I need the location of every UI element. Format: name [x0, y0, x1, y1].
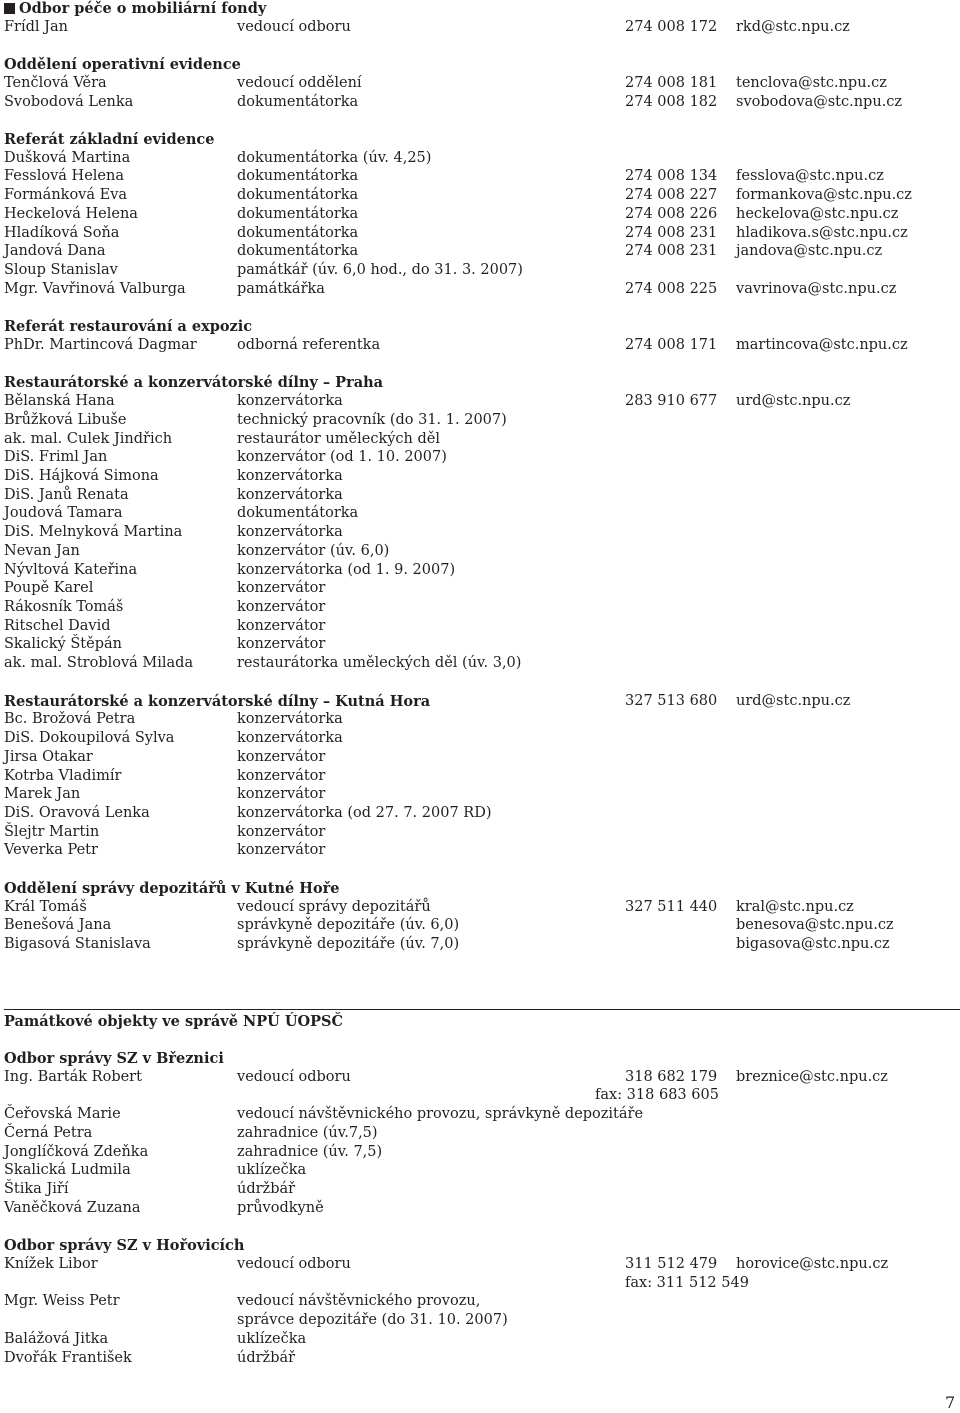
- staff-name: Jirsa Otakar: [4, 748, 93, 765]
- staff-email[interactable]: martincova@stc.npu.cz: [736, 336, 908, 353]
- staff-position: vedoucí odboru: [237, 1068, 351, 1085]
- staff-name: Knížek Libor: [4, 1255, 98, 1272]
- staff-name: Čeřovská Marie: [4, 1106, 121, 1123]
- staff-position: dokumentátorka: [237, 505, 359, 522]
- staff-row: [4, 935, 954, 954]
- staff-row: [4, 1124, 954, 1143]
- staff-position: restaurátor uměleckých děl: [237, 430, 440, 447]
- staff-phone: 274 008 225: [625, 280, 718, 297]
- staff-row: [4, 1105, 954, 1124]
- staff-position: dokumentátorka: [237, 187, 359, 204]
- staff-row: [4, 523, 954, 542]
- staff-row: [4, 1143, 954, 1162]
- staff-name: Kotrba Vladimír: [4, 767, 122, 784]
- staff-position: dokumentátorka: [237, 93, 359, 110]
- staff-email[interactable]: vavrinova@stc.npu.cz: [736, 280, 897, 297]
- staff-name: Fesslová Helena: [4, 168, 124, 185]
- staff-row: [4, 224, 954, 243]
- staff-position: údržbář: [237, 1181, 296, 1198]
- staff-row: [4, 1161, 954, 1180]
- staff-position: konzervátor: [237, 767, 326, 784]
- staff-position: konzervátor: [237, 617, 326, 634]
- staff-position: konzervátor: [237, 842, 326, 859]
- staff-position: konzervátor (od 1. 10. 2007): [237, 449, 447, 466]
- section-heading: [4, 879, 954, 898]
- staff-position: technický pracovník (do 31. 1. 2007): [237, 411, 507, 428]
- section-heading: [4, 130, 954, 149]
- section-title: Oddělení správy depozitářů v Kutné Hoře: [4, 879, 340, 897]
- staff-position: dokumentátorka (úv. 4,25): [237, 149, 432, 166]
- staff-phone: 274 008 231: [625, 243, 718, 260]
- staff-name: Marek Jan: [4, 786, 81, 803]
- staff-name: Jandová Dana: [4, 243, 106, 260]
- staff-name: DiS. Friml Jan: [4, 449, 108, 466]
- staff-row: [4, 486, 954, 505]
- staff-email[interactable]: breznice@stc.npu.cz: [736, 1068, 888, 1085]
- section-divider: [4, 1009, 960, 1010]
- staff-row: [4, 411, 954, 430]
- section-title: Oddělení operativní evidence: [4, 56, 241, 74]
- staff-row: [4, 804, 954, 823]
- staff-name: Černá Petra: [4, 1124, 93, 1141]
- section-phone: 327 513 680: [625, 692, 718, 709]
- staff-position: dokumentátorka: [237, 224, 359, 241]
- section-email[interactable]: urd@stc.npu.cz: [736, 692, 851, 709]
- section-title: Odbor správy SZ v Březnici: [4, 1050, 224, 1067]
- staff-name: Tenčlová Věra: [4, 74, 107, 91]
- part-title-text: Památkové objekty ve správě NPÚ ÚOPSČ: [4, 1013, 344, 1030]
- staff-row: [4, 504, 954, 523]
- staff-position: údržbář: [237, 1349, 296, 1366]
- square-bullet-icon: [4, 3, 15, 14]
- staff-email[interactable]: benesova@stc.npu.cz: [736, 917, 894, 934]
- staff-row: [4, 916, 954, 935]
- staff-position: konzervátor: [237, 786, 326, 803]
- staff-row: [4, 841, 954, 860]
- staff-position: konzervátor: [237, 599, 326, 616]
- staff-email[interactable]: kral@stc.npu.cz: [736, 898, 854, 915]
- staff-email[interactable]: fesslova@stc.npu.cz: [736, 168, 884, 185]
- staff-name: Hladíková Soňa: [4, 224, 120, 241]
- staff-position: konzervátorka: [237, 486, 343, 503]
- staff-position: konzervátorka: [237, 524, 343, 541]
- staff-name: PhDr. Martincová Dagmar: [4, 336, 197, 353]
- staff-position: vedoucí odboru: [237, 1255, 351, 1272]
- staff-row: [4, 710, 954, 729]
- section-title: Odbor péče o mobiliární fondy: [19, 0, 267, 17]
- staff-name: DiS. Janů Renata: [4, 486, 129, 503]
- staff-row: [4, 1292, 954, 1311]
- section-heading: [4, 55, 954, 74]
- staff-position: zahradnice (úv. 7,5): [237, 1143, 383, 1160]
- staff-name: Mgr. Vavřinová Valburga: [4, 280, 186, 297]
- section-title: Referát základní evidence: [4, 131, 215, 149]
- staff-phone: 274 008 231: [625, 224, 718, 241]
- staff-name: DiS. Hájková Simona: [4, 468, 159, 484]
- staff-position: konzervátor: [237, 748, 326, 765]
- staff-name: Brůžková Libuše: [4, 411, 127, 428]
- staff-row: [4, 1255, 954, 1274]
- staff-name: Veverka Petr: [4, 842, 98, 859]
- staff-row: [4, 748, 954, 767]
- staff-position: odborná referentka: [237, 336, 381, 353]
- staff-row: [4, 242, 954, 261]
- staff-phone: 274 008 171: [625, 336, 718, 353]
- staff-row: [4, 336, 954, 355]
- staff-position: uklízečka: [237, 1162, 307, 1179]
- staff-position: správkyně depozitáře (úv. 7,0): [237, 936, 460, 952]
- staff-position: konzervátorka: [237, 468, 343, 484]
- staff-name: Bc. Brožová Petra: [4, 711, 136, 728]
- staff-name: DiS. Oravová Lenka: [4, 804, 150, 821]
- staff-position: konzervátorka: [237, 730, 343, 747]
- staff-row: [4, 823, 954, 842]
- staff-name: Král Tomáš: [4, 898, 87, 915]
- staff-phone: 318 682 179: [625, 1068, 718, 1085]
- staff-position: zahradnice (úv.7,5): [237, 1124, 378, 1141]
- staff-row: [4, 542, 954, 561]
- staff-position: konzervátorka (od 1. 9. 2007): [237, 561, 456, 578]
- section-heading: [4, 1236, 954, 1255]
- staff-phone: 311 512 479: [625, 1255, 718, 1272]
- staff-row: [4, 898, 954, 917]
- staff-name: Jonglíčková Zdeňka: [4, 1143, 149, 1160]
- staff-position: dokumentátorka: [237, 205, 359, 222]
- staff-name: Formánková Eva: [4, 187, 128, 204]
- staff-name: Štika Jiří: [4, 1181, 69, 1198]
- staff-position: vedoucí správy depozitářů: [237, 898, 431, 915]
- section-title: Restaurátorské a konzervátorské dílny – Praha: [4, 374, 384, 392]
- section-heading: [4, 373, 954, 392]
- staff-name: Sloup Stanislav: [4, 262, 118, 279]
- staff-row: [4, 617, 954, 636]
- staff-row: [4, 261, 954, 280]
- staff-email[interactable]: horovice@stc.npu.cz: [736, 1255, 889, 1272]
- staff-name: Skalická Ludmila: [4, 1162, 131, 1179]
- staff-name: Frídl Jan: [4, 18, 68, 35]
- staff-name: Benešová Jana: [4, 917, 112, 934]
- staff-name: Skalický Štěpán: [4, 636, 122, 653]
- staff-name: Vaněčková Zuzana: [4, 1199, 141, 1216]
- staff-name: Bigasová Stanislava: [4, 936, 151, 952]
- staff-position: restaurátorka uměleckých děl (úv. 3,0): [237, 655, 522, 672]
- staff-row: [4, 467, 954, 486]
- page-number: 7: [945, 1393, 956, 1412]
- staff-name: Bělanská Hana: [4, 393, 115, 410]
- staff-position: konzervátorka: [237, 711, 343, 728]
- staff-row: [4, 1199, 954, 1218]
- staff-row: [4, 1086, 954, 1105]
- staff-row: [4, 579, 954, 598]
- staff-phone: 274 008 182: [625, 93, 718, 110]
- staff-row: [4, 1311, 954, 1330]
- staff-row: [4, 729, 954, 748]
- staff-position: dokumentátorka: [237, 243, 359, 260]
- staff-position: konzervátorka (od 27. 7. 2007 RD): [237, 804, 492, 821]
- staff-name: Balážová Jitka: [4, 1330, 109, 1347]
- staff-row: [4, 392, 954, 411]
- staff-email[interactable]: urd@stc.npu.cz: [736, 393, 851, 410]
- staff-position: vedoucí odboru: [237, 18, 351, 35]
- staff-position: konzervátor (úv. 6,0): [237, 542, 390, 559]
- staff-name: Svobodová Lenka: [4, 93, 134, 110]
- staff-position: vedoucí oddělení: [237, 74, 362, 91]
- staff-email[interactable]: bigasova@stc.npu.cz: [736, 936, 890, 952]
- staff-email[interactable]: hladikova.s@stc.npu.cz: [736, 224, 908, 241]
- staff-row: [4, 767, 954, 786]
- section-heading: [4, 692, 954, 711]
- staff-name: ak. mal. Stroblová Milada: [4, 655, 194, 672]
- staff-row: [4, 448, 954, 467]
- staff-row: [4, 1068, 954, 1087]
- staff-name: Rákosník Tomáš: [4, 599, 124, 616]
- staff-position: správce depozitáře (do 31. 10. 2007): [237, 1312, 508, 1329]
- staff-position: konzervátor: [237, 823, 326, 840]
- staff-email[interactable]: heckelova@stc.npu.cz: [736, 205, 899, 222]
- staff-row: [4, 18, 954, 37]
- staff-phone: 327 511 440: [625, 898, 718, 915]
- staff-row: [4, 1349, 954, 1368]
- staff-name: Mgr. Weiss Petr: [4, 1293, 120, 1310]
- section-heading: [4, 317, 954, 336]
- staff-row: [4, 205, 954, 224]
- section-title: Restaurátorské a konzervátorské dílny – Kutná Hora: [4, 692, 431, 710]
- section-heading: [4, 0, 954, 18]
- staff-email[interactable]: formankova@stc.npu.cz: [736, 187, 912, 204]
- staff-phone: 274 008 227: [625, 187, 718, 204]
- staff-row: [4, 280, 954, 299]
- staff-position: konzervátor: [237, 636, 326, 653]
- staff-name: Nývltová Kateřina: [4, 561, 138, 578]
- staff-phone: 274 008 181: [625, 74, 718, 91]
- staff-row: [4, 93, 954, 112]
- staff-row: [4, 1330, 954, 1349]
- staff-name: Dvořák František: [4, 1349, 132, 1366]
- staff-name: DiS. Dokoupilová Sylva: [4, 730, 175, 747]
- staff-row: [4, 785, 954, 804]
- staff-phone: 274 008 172: [625, 18, 718, 35]
- staff-position: dokumentátorka: [237, 168, 359, 185]
- staff-row: [4, 167, 954, 186]
- staff-row: [4, 149, 954, 168]
- staff-position: vedoucí návštěvnického provozu, správkyně depozitáře: [237, 1106, 644, 1123]
- staff-name: ak. mal. Culek Jindřich: [4, 430, 173, 447]
- staff-position: správkyně depozitáře (úv. 6,0): [237, 917, 460, 934]
- section-title-wrap: [4, 0, 266, 18]
- staff-name: Ing. Barták Robert: [4, 1068, 142, 1085]
- staff-email[interactable]: jandova@stc.npu.cz: [736, 243, 883, 260]
- staff-position: konzervátorka: [237, 393, 343, 410]
- section-title: Odbor správy SZ v Hořovicích: [4, 1237, 245, 1255]
- staff-position: průvodkyně: [237, 1199, 324, 1216]
- staff-phone: 274 008 134: [625, 168, 718, 185]
- staff-name: Poupě Karel: [4, 580, 94, 597]
- staff-name: Nevan Jan: [4, 542, 80, 559]
- staff-row: [4, 635, 954, 654]
- staff-email[interactable]: rkd@stc.npu.cz: [736, 18, 850, 35]
- staff-name: Heckelová Helena: [4, 205, 138, 222]
- staff-row: [4, 598, 954, 617]
- staff-fax: fax: 318 683 605: [595, 1087, 719, 1104]
- staff-phone: fax: 311 512 549: [625, 1274, 749, 1291]
- staff-name: Joudová Tamara: [4, 505, 123, 522]
- section-heading: [4, 1049, 954, 1068]
- part-title: [4, 1012, 954, 1031]
- staff-position: památkář (úv. 6,0 hod., do 31. 3. 2007): [237, 262, 523, 279]
- staff-row: [4, 1180, 954, 1199]
- staff-row: [4, 561, 954, 580]
- staff-row: [4, 430, 954, 449]
- staff-row: [4, 1274, 954, 1293]
- staff-name: DiS. Melnyková Martina: [4, 524, 183, 541]
- staff-position: památkářka: [237, 280, 325, 297]
- staff-name: Šlejtr Martin: [4, 823, 100, 840]
- staff-row: [4, 74, 954, 93]
- staff-email[interactable]: tenclova@stc.npu.cz: [736, 74, 887, 91]
- staff-position: uklízečka: [237, 1330, 307, 1347]
- staff-name: Dušková Martina: [4, 149, 131, 166]
- staff-row: [4, 654, 954, 673]
- staff-position: vedoucí návštěvnického provozu,: [237, 1293, 481, 1310]
- staff-phone: 274 008 226: [625, 205, 718, 222]
- staff-row: [4, 186, 954, 205]
- staff-phone: 283 910 677: [625, 393, 718, 410]
- section-title: Referát restaurování a expozic: [4, 318, 253, 336]
- staff-name: Ritschel David: [4, 617, 111, 634]
- staff-position: konzervátor: [237, 580, 326, 597]
- staff-email[interactable]: svobodova@stc.npu.cz: [736, 93, 903, 110]
